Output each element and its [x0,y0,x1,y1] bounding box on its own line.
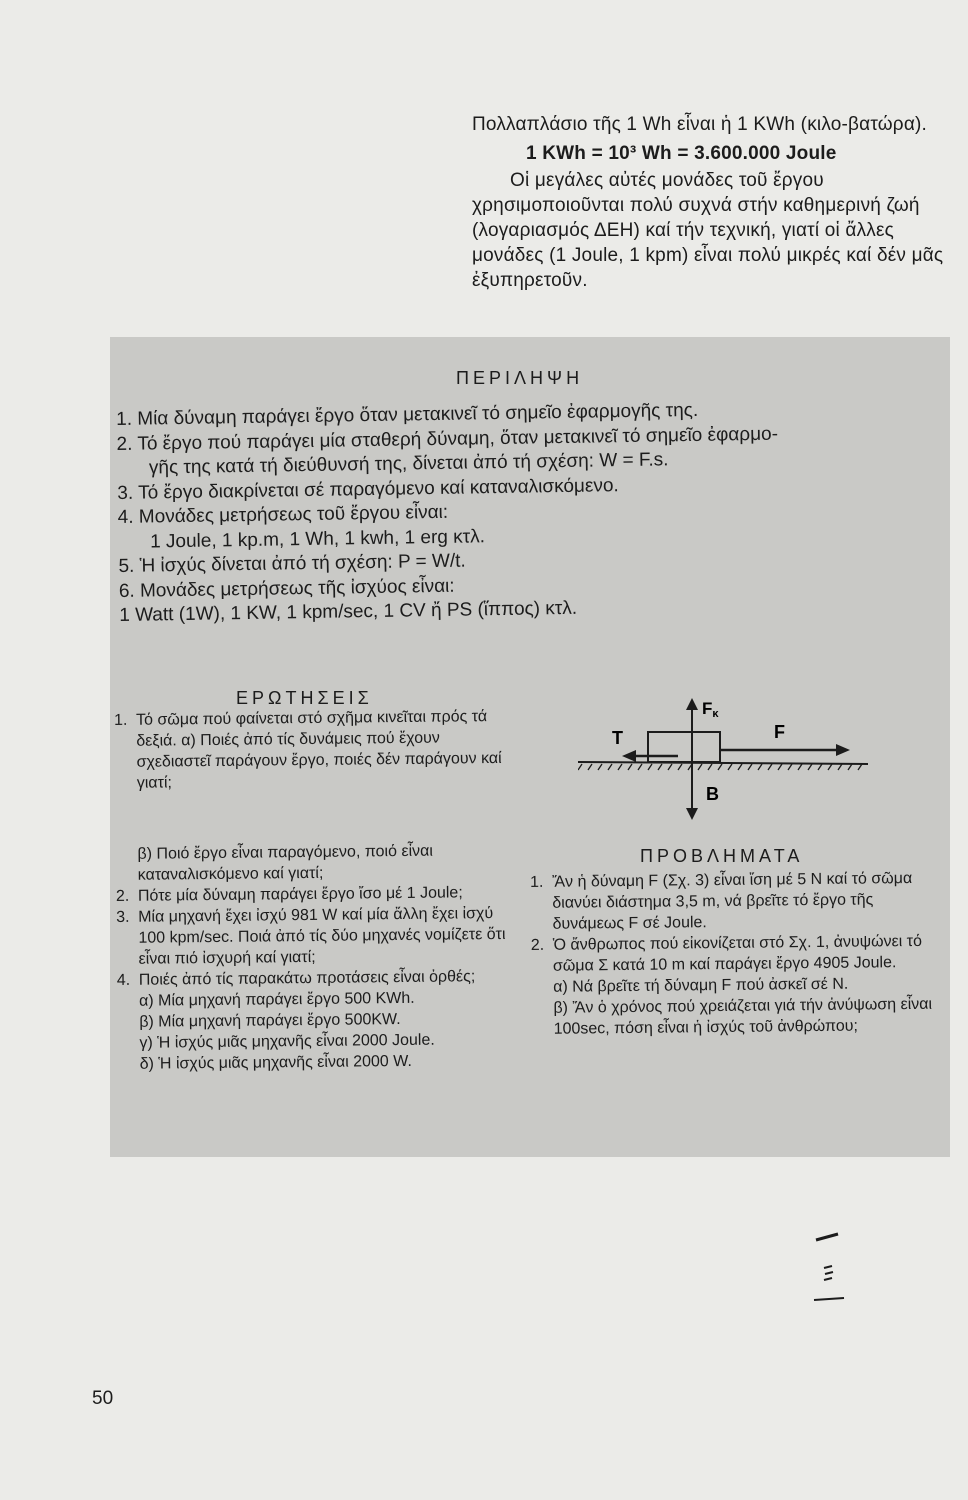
problem-text: Ὁ ἄνθρωπος πού εἰκονίζεται στό Σχ. 1, ἀνυψώνει τό σῶμα Σ κατά 10 m καί παράγει ἔργο 4905 Joule. [552,932,923,975]
problem-number: 2. [530,936,545,954]
questions-list [114,706,518,1075]
problem-2 [531,931,947,977]
problems-list [530,868,948,1040]
question-4b: β) Μία μηχανή παράγει ἔργο 500KW. [139,1011,401,1031]
question-text: Πότε μία δύναμη παράγει ἔργο ἴσο μέ 1 Joule; [137,884,463,905]
questions-title: ΕΡΩΤΗΣΕΙΣ [236,688,373,708]
label-fk: Fκ [702,699,719,720]
summary-item: 5. Ἡ ἰσχύς δίνεται ἀπό τή σχέση: P = W/t. [118,550,466,577]
summary-title: ΠΕΡΙΛΗΨΗ [456,368,584,388]
question-text: Ποιές ἀπό τίς παρακάτω προτάσεις εἶναι ὀρθές; [138,968,476,989]
problem-1 [530,868,947,935]
summary-item: 6. Μονάδες μετρήσεως τῆς ἰσχύος εἶναι: [118,575,455,602]
summary-list [116,395,949,629]
ground-hatch [578,764,862,770]
intro-paragraph: Οἱ μεγάλες αὐτές μονάδες τοῦ ἔργου χρησιμοποιοῦνται πολύ συχνά στήν καθημερινή ζωή (λογαριασμός ΔΕΗ) καί τήν τεχνική, γιατί οἱ ἄλλες μονάδες (1 Joule, 1 kpm) εἶναι πολύ μικρές καί δέν μᾶς ἐξυπηρετοῦν. [472,170,944,291]
question-4 [117,966,517,991]
intro-text [472,112,950,293]
question-3 [116,903,517,970]
force-diagram [578,692,868,828]
problem-number: 1. [530,873,544,891]
summary-item: 1 Joule, 1 kp.m, 1 Wh, 1 kwh, 1 erg κτλ. [149,525,486,552]
question-1 [114,706,515,794]
label-t: T [612,728,623,748]
page-number: 50 [92,1388,114,1409]
intro-line: Πολλαπλάσιο τῆς 1 Wh εἶναι ἡ 1 KWh (κιλο-βατώρα). [472,114,928,135]
kwh-formula: 1 KWh = 10³ Wh = 3.600.000 Joule [526,143,837,164]
question-spacer [115,790,516,844]
summary-item: 1 Watt (1W), 1 KW, 1 kpm/sec, 1 CV ἤ PS (ἵππος) κτλ. [119,597,578,626]
problem-text: Ἄν ἡ δύναμη F (Σχ. 3) εἶναι ἴση μέ 5 N καί τό σῶμα διανύει διάστημα 3,5 m, νά βρεῖτε τό ἔργο τῆς δυνάμεως F σέ Joule. [552,869,913,933]
question-1b: β) Ποιό ἔργο εἶναι παραγόμενο, ποιό εἶναι καταναλισκόμενο καί γιατί; [137,842,433,884]
moving-body [648,732,720,762]
summary-item: γῆς της κατά τή διεύθυνσή της, δίνεται ἀπό τή σχέση: W = F.s. [148,449,669,479]
problem-2a: α) Νά βρεῖτε τή δύναμη F πού ἀσκεῖ σέ N. [553,975,849,996]
question-number: 1. [114,711,128,729]
label-f: F [774,722,785,742]
summary-item: 3. Τό ἔργο διακρίνεται σέ παραγόμενο καί καταναλισκόμενο. [117,474,619,504]
pen-marks [810,1228,850,1308]
question-text: Τό σῶμα πού φαίνεται στό σχῆμα κινεῖται πρός τά δεξιά. α) Ποιές ἀπό τίς δυνάμεις πού ἔχουν σχεδιαστεῖ παράγουν ἔργο, ποιές δέν παράγουν καί γιατί; [136,708,502,792]
summary-item: 1. Μία δύναμη παράγει ἔργο ὅταν μετακινεῖ τό σημεῖο ἐφαρμογῆς της. [116,399,699,430]
question-4d: δ) Ἡ ἰσχύς μιᾶς μηχανῆς εἶναι 2000 W. [139,1052,412,1073]
question-4c: γ) Ἡ ἰσχύς μιᾶς μηχανῆς εἶναι 2000 Joule. [139,1031,435,1052]
question-number: 4. [116,971,131,989]
label-b: B [706,784,719,804]
question-number: 2. [115,887,130,905]
problem-2b: β) Ἄν ὁ χρόνος πού χρειάζεται γιά τήν ἀνύψωση εἶναι 100sec, πόση εἶναι ἡ ἰσχύς τοῦ ἀνθρώπου; [553,995,933,1038]
problems-title: ΠΡΟΒΛΗΜΑΤΑ [640,846,804,866]
question-4a: α) Μία μηχανή παράγει ἔργο 500 KWh. [138,989,415,1010]
summary-item: 2. Τό ἔργο πού παράγει μία σταθερή δύναμη, ὅταν μετακινεῖ τό σημεῖο ἐφαρμο- [116,423,779,455]
question-number: 3. [116,908,130,926]
question-text: Μία μηχανή ἔχει ἰσχύ 981 W καί μία ἄλλη ἔχει ἰσχύ 100 kpm/sec. Ποιά ἀπό τίς δύο μηχανές νομίζετε ὅτι εἶναι πιό ἰσχυρή καί γιατί; [138,905,506,968]
summary-item: 4. Μονάδες μετρήσεως τοῦ ἔργου εἶναι: [117,501,449,528]
